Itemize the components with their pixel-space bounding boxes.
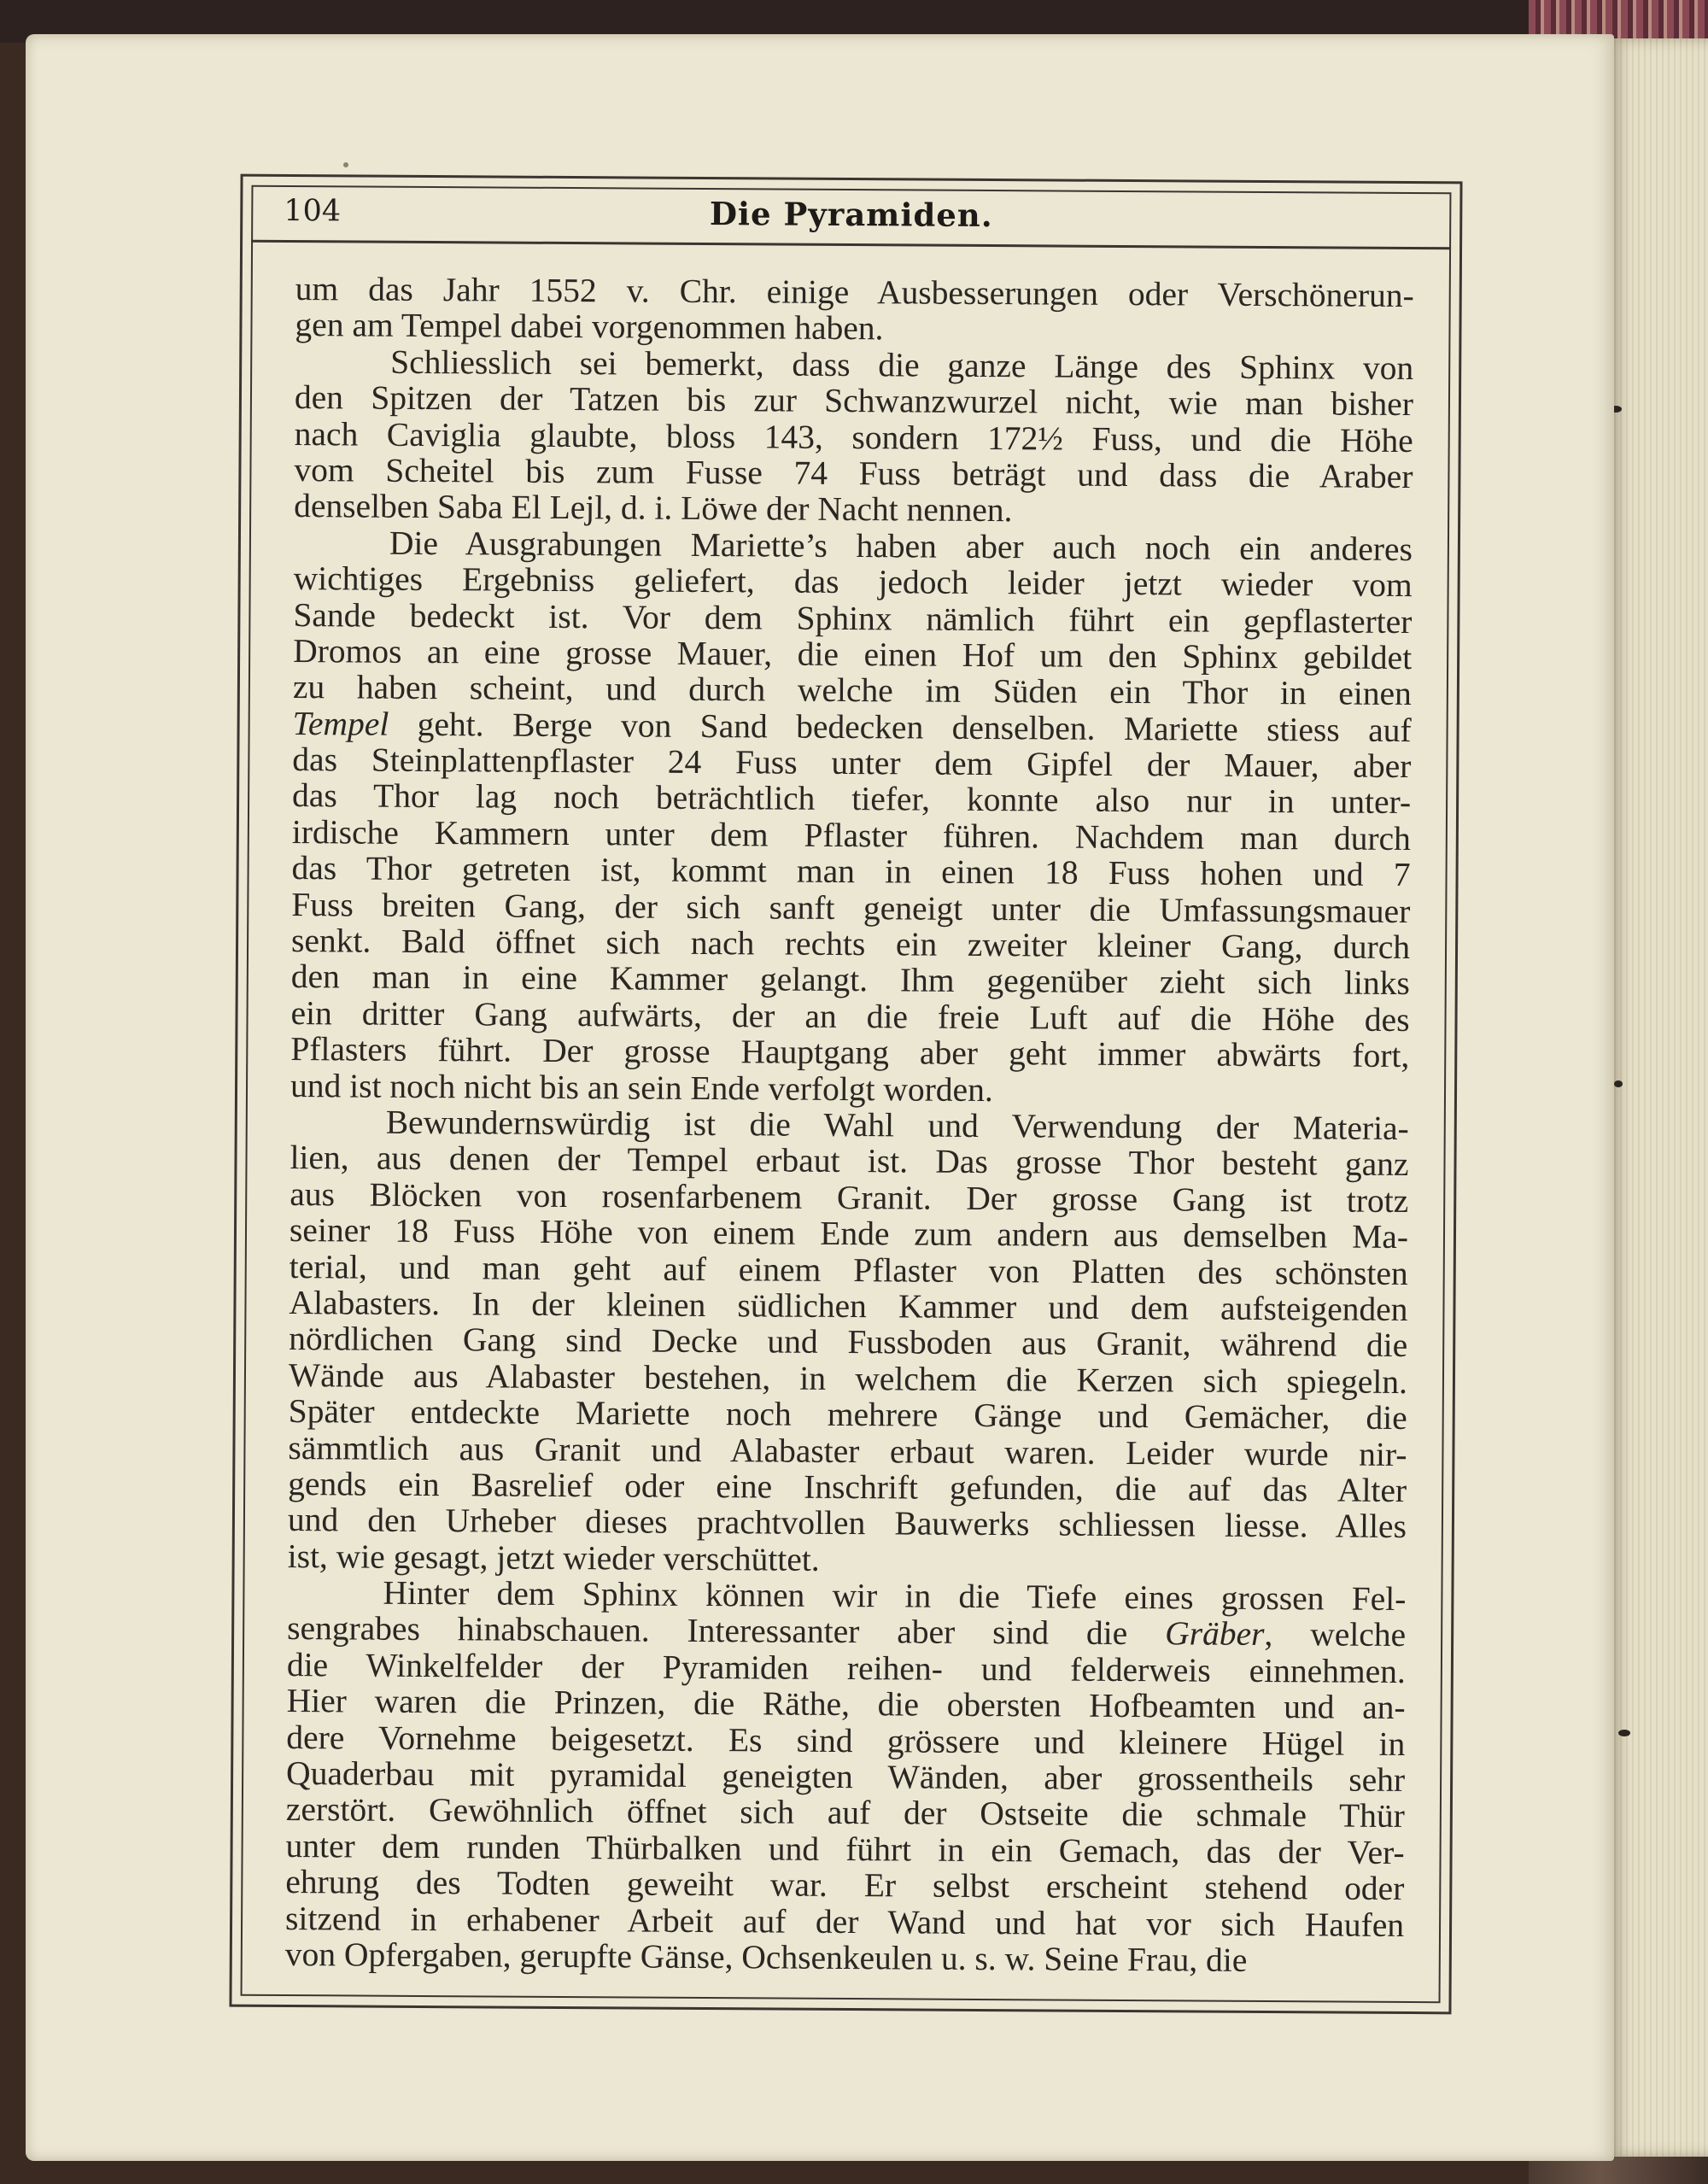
line-text: Sande bedeckt ist. Vor dem Sphinx nämlich führt ein gepflasterter bbox=[293, 595, 1413, 641]
line-text: terial, und man geht auf einem Pflaster von Platten des schönsten bbox=[289, 1247, 1408, 1292]
line-text: gends ein Basrelief oder eine Inschrift gefunden, die auf das Alter bbox=[288, 1464, 1407, 1509]
line-text: ein dritter Gang aufwärts, der an die freie Luft auf die Höhe des bbox=[290, 993, 1410, 1039]
line-text: aus Blöcken von rosenfarbenem Granit. Der grosse Gang ist trotz bbox=[290, 1174, 1409, 1220]
line-text: lien, aus denen der Tempel erbaut ist. Das grosse Thor besteht ganz bbox=[290, 1139, 1409, 1184]
page-stack-edge bbox=[1610, 38, 1708, 2157]
line-text: das Steinplattenpflaster 24 Fuss unter dem Gipfel der Mauer, aber bbox=[292, 741, 1412, 786]
line-text: den man in eine Kammer gelangt. Ihm gegenüber zieht sich links bbox=[290, 957, 1410, 1003]
line-text: von Opfergaben, gerupfte Gänse, Ochsenkeulen u. s. w. Seine Frau, die bbox=[284, 1935, 1248, 1979]
line-text: den Spitzen der Tatzen bis zur Schwanzwurzel nicht, wie man bisher bbox=[294, 378, 1414, 424]
line-text: sämmtlich aus Granit und Alabaster erbaut waren. Leider wurde nir- bbox=[288, 1428, 1407, 1473]
line-text: dere Vornehme beigesetzt. Es sind grössere und kleinere Hügel in bbox=[286, 1718, 1406, 1763]
line-text: zerstört. Gewöhnlich öffnet sich auf der Ostseite die schmale Thür bbox=[285, 1790, 1405, 1836]
line-text: vom Scheitel bis zum Fusse 74 Fuss beträgt und dass die Araber bbox=[294, 450, 1413, 495]
line-text: sitzend in erhabener Arbeit auf der Wand und hat vor sich Haufen bbox=[284, 1899, 1405, 1944]
line-text: Bewundernswürdig ist die Wahl und Verwendung der Materia- bbox=[385, 1103, 1409, 1148]
line-text: Hinter dem Sphinx können wir in die Tiefe eines grossen Fel- bbox=[383, 1573, 1407, 1619]
line-text: um das Jahr 1552 v. Chr. einige Ausbesserungen oder Verschönerun- bbox=[295, 270, 1414, 315]
line-text: Alabasters. In der kleinen südlichen Kammer und dem aufsteigenden bbox=[289, 1283, 1408, 1328]
line-text: , welche bbox=[1264, 1615, 1407, 1654]
line-text: zu haben scheint, und durch welche im Süden ein Thor in einen bbox=[292, 668, 1413, 713]
body-text bbox=[285, 271, 1414, 1979]
paper-speck bbox=[343, 162, 348, 167]
line-text: die Winkelfelder der Pyramiden reihen- und felderweis einnehmen. bbox=[286, 1645, 1407, 1690]
text-line bbox=[285, 1936, 1404, 1979]
line-text: und ist noch nicht bis an sein Ende verfolgt worden. bbox=[290, 1066, 993, 1109]
line-text: ist, wie gesagt, jetzt wieder verschüttet. bbox=[287, 1537, 820, 1578]
line-text: wichtiges Ergebniss geliefert, das jedoch leider jetzt wieder vom bbox=[293, 559, 1413, 605]
line-text: Dromos an eine grosse Mauer, die einen Hof um den Sphinx gebildet bbox=[293, 631, 1413, 676]
italic-word: Tempel bbox=[292, 704, 389, 743]
line-text: geht. Berge von Sand bedecken denselben. Mariette stiess auf bbox=[389, 705, 1412, 749]
line-text: und den Urheber dieses prachtvollen Bauwerks schliessen liesse. Alles bbox=[287, 1501, 1407, 1546]
page-number: 104 bbox=[284, 193, 342, 229]
line-text: senkt. Bald öffnet sich nach rechts ein zweiter kleiner Gang, durch bbox=[290, 922, 1411, 967]
page-header bbox=[251, 184, 1451, 250]
line-text: seiner 18 Fuss Höhe von einem Ende zum andern aus demselben Ma- bbox=[289, 1211, 1409, 1256]
line-text: nördlichen Gang sind Decke und Fussboden aus Granit, während die bbox=[289, 1320, 1408, 1365]
line-text: das Thor getreten ist, kommt man in einen 18 Fuss hohen und 7 bbox=[291, 849, 1411, 894]
text-frame bbox=[229, 174, 1462, 2015]
line-text: das Thor lag noch beträchtlich tiefer, konnte also nur in unter- bbox=[291, 776, 1412, 822]
line-text: Fuss breiten Gang, der sich sanft geneigt unter die Umfassungsmauer bbox=[291, 885, 1411, 930]
line-text: nach Caviglia glaubte, bloss 143, sondern 172½ Fuss, und die Höhe bbox=[294, 414, 1413, 460]
line-text: Quaderbau mit pyramidal geneigten Wänden, aber grossentheils sehr bbox=[285, 1754, 1406, 1800]
line-text: Später entdeckte Mariette noch mehrere Gänge und Gemächer, die bbox=[288, 1392, 1407, 1437]
line-text: Hier waren die Prinzen, die Räthe, die obersten Hofbeamten und an- bbox=[286, 1682, 1406, 1727]
running-title: Die Pyramiden. bbox=[709, 195, 993, 235]
edge-mark bbox=[1618, 1730, 1630, 1736]
line-text: Pflasters führt. Der grosse Hauptgang aber geht immer abwärts fort, bbox=[290, 1030, 1410, 1075]
line-text: Schliesslich sei bemerkt, dass die ganze Länge des Sphinx von bbox=[390, 343, 1414, 387]
line-text: denselben Saba El Lejl, d. i. Löwe der Nacht nennen. bbox=[294, 487, 1013, 530]
line-text: ehrung des Todten geweiht war. Er selbst erscheint stehend oder bbox=[285, 1863, 1405, 1908]
edge-mark bbox=[1614, 1080, 1623, 1087]
line-text: gen am Tempel dabei vorgenommen haben. bbox=[295, 306, 884, 348]
italic-word: Gräber bbox=[1165, 1614, 1265, 1654]
line-text: sengrabes hinabschauen. Interessanter aber sind die bbox=[287, 1609, 1166, 1653]
line-text: Wände aus Alabaster bestehen, in welchem die Kerzen sich spiegeln. bbox=[288, 1355, 1408, 1401]
line-text: unter dem runden Thürbalken und führt in ein Gemach, das der Ver- bbox=[285, 1826, 1405, 1871]
line-text: Die Ausgrabungen Mariette’s haben aber auch noch ein anderes bbox=[389, 524, 1413, 568]
line-text: irdische Kammern unter dem Pflaster führen. Nachdem man durch bbox=[291, 812, 1411, 858]
